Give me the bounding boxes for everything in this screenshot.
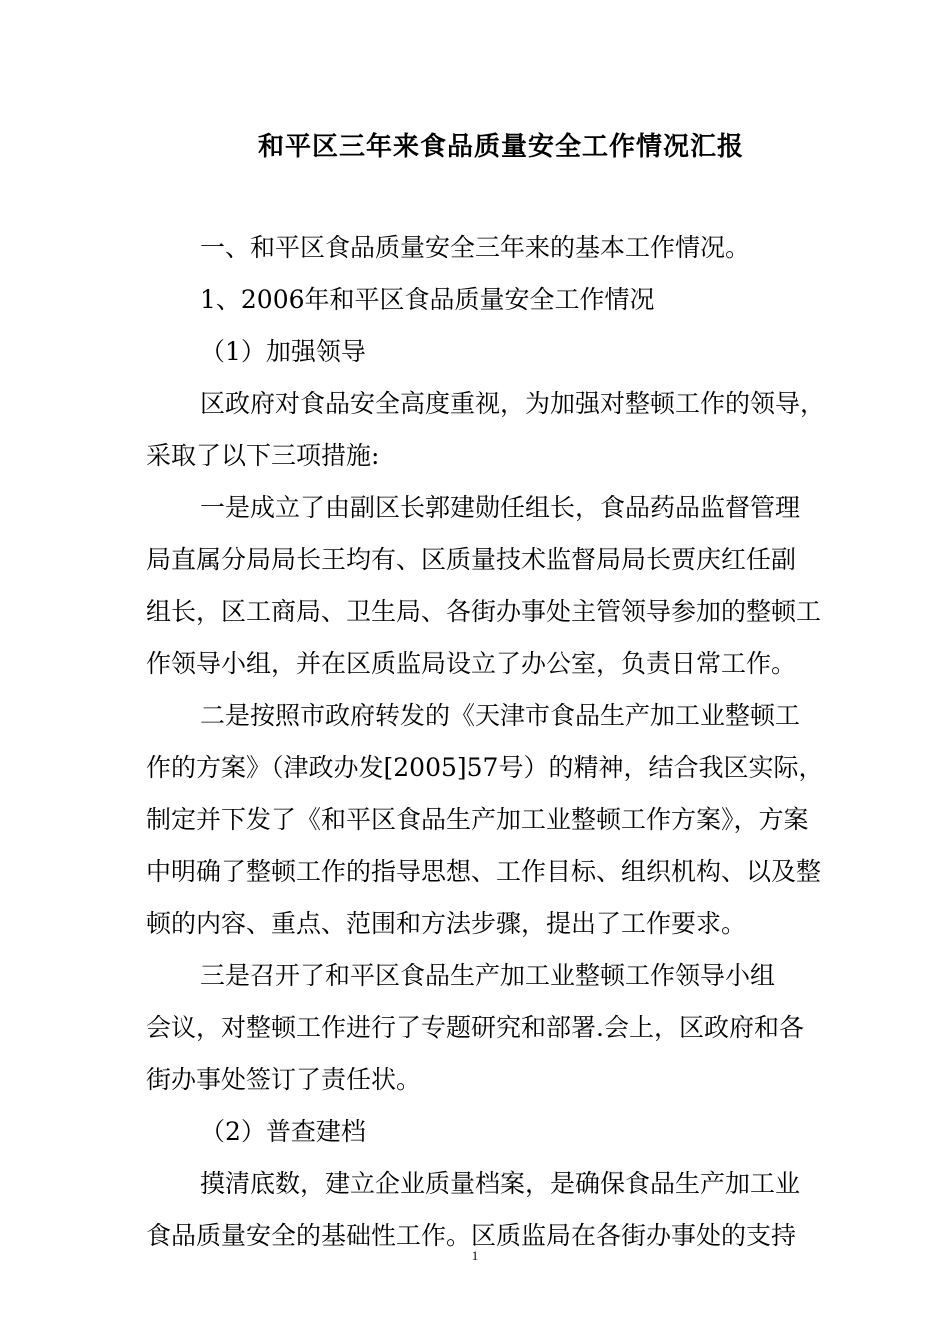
paragraph-line: 二是按照市政府转发的《天津市食品生产加工业整顿工	[200, 701, 801, 730]
paragraph-line: 会议，对整顿工作进行了专题研究和部署.会上，区政府和各	[146, 1013, 804, 1042]
paragraph-line: 作领导小组，并在区质监局设立了办公室，负责日常工作。	[146, 649, 797, 678]
paragraph-line: 中明确了整顿工作的指导思想、工作目标、组织机构、以及整	[146, 857, 822, 886]
page-number: 1	[471, 1248, 479, 1263]
document-body	[146, 222, 826, 1262]
section-heading: （2）普查建档	[200, 1117, 366, 1146]
paragraph-line: 摸清底数，建立企业质量档案，是确保食品生产加工业	[200, 1169, 801, 1198]
paragraph-line: 1、2006年和平区食品质量安全工作情况	[200, 285, 655, 314]
section-heading: （1）加强领导	[200, 337, 366, 366]
paragraph-line: 组长，区工商局、卫生局、各街办事处主管领导参加的整顿工	[146, 597, 822, 626]
paragraph-line: 一、和平区食品质量安全三年来的基本工作情况。	[200, 233, 751, 262]
paragraph-line: 局直属分局局长王均有、区质量技术监督局局长贾庆红任副	[146, 545, 797, 574]
paragraph-line: 采取了以下三项措施:	[146, 441, 380, 470]
paragraph-line: 一是成立了由副区长郭建勋任组长，食品药品监督管理	[200, 493, 801, 522]
paragraph-line: 区政府对食品安全高度重视，为加强对整顿工作的领导，	[200, 389, 826, 418]
document-title: 和平区三年来食品质量安全工作情况汇报	[257, 132, 744, 162]
paragraph-line: 街办事处签订了责任状。	[146, 1065, 422, 1094]
paragraph-line: 三是召开了和平区食品生产加工业整顿工作领导小组	[200, 961, 776, 990]
paragraph-line: 顿的内容、重点、范围和方法步骤，提出了工作要求。	[146, 909, 747, 938]
paragraph-line: 作的方案》（津政办发[2005]57号）的精神，结合我区实际，	[146, 753, 824, 782]
paragraph-line: 食品质量安全的基础性工作。区质监局在各街办事处的支持	[146, 1221, 797, 1250]
paragraph-line: 制定并下发了《和平区食品生产加工业整顿工作方案》，方案	[146, 805, 809, 834]
